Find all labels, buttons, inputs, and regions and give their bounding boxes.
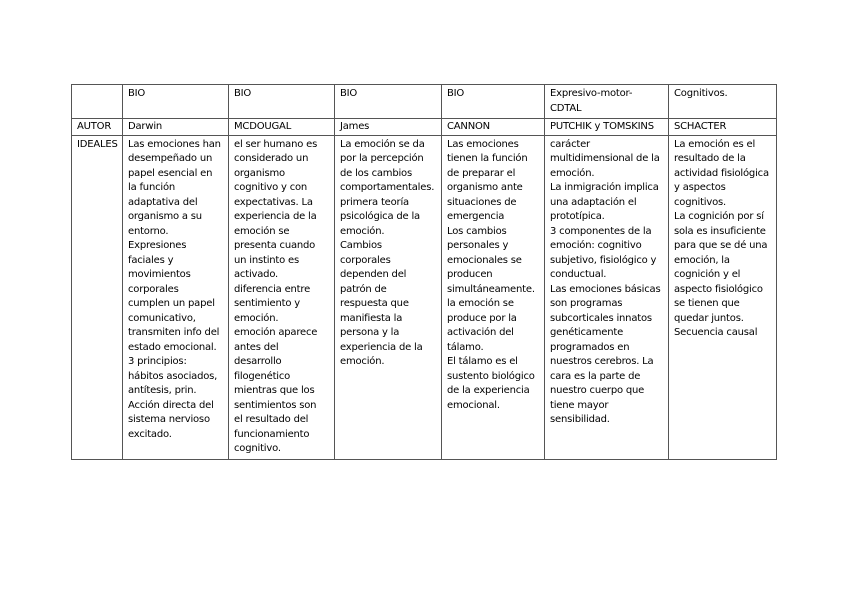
cell-line: situaciones de	[447, 196, 517, 208]
cell-line: transmiten info del	[128, 327, 220, 338]
header-cell-bio-mcdougal: BIO	[229, 85, 335, 119]
header-line: CDTAL	[550, 102, 582, 114]
cell-line: nuestro cuerpo que	[550, 385, 645, 396]
cell-line: Cambios	[340, 240, 382, 251]
cell-line: el ser humano es	[234, 138, 318, 150]
author-cannon: CANNON	[442, 119, 545, 136]
cell-line: experiencia de la	[340, 341, 423, 353]
cell-line: subjetivo, fisiológico y	[550, 254, 657, 266]
cell-line: antítesis, prin.	[128, 385, 197, 396]
cell-line: producen	[447, 269, 493, 280]
cell-line: expectativas. La	[234, 196, 313, 208]
cell-line: corporales	[340, 254, 391, 266]
cell-line: multidimensional de la	[550, 153, 660, 164]
cell-line: de la experiencia	[447, 385, 530, 396]
cell-line: organismo a su	[128, 211, 202, 222]
cell-line: emocional.	[447, 399, 500, 411]
ideas-cannon	[442, 135, 545, 459]
cell-line: Las emociones básicas	[550, 283, 661, 295]
cell-line: considerado un	[234, 153, 309, 164]
author-row	[72, 119, 777, 136]
cell-line: desarrollo	[234, 356, 282, 367]
cell-line: resultado de la	[674, 153, 746, 164]
cell-line: cognición y el	[674, 269, 741, 280]
cell-line: filogenético	[234, 370, 291, 382]
cell-line: el resultado del	[234, 414, 309, 425]
cell-line: se tienen que	[674, 298, 740, 309]
cell-line: emoción, la	[674, 254, 730, 266]
cell-line: desempeñado un	[128, 153, 213, 164]
cell-line: cumplen un papel	[128, 298, 215, 309]
cell-line: de preparar el	[447, 167, 516, 179]
cell-line: emoción se	[234, 225, 290, 237]
ideas-putchik-tomskins	[545, 135, 669, 459]
cell-line: emoción aparece	[234, 327, 318, 338]
cell-line: adaptativa del	[128, 196, 198, 208]
cell-line: cara es la parte de	[550, 370, 641, 382]
author-schacter: SCHACTER	[669, 119, 777, 136]
cell-line: y aspectos	[674, 182, 726, 193]
cell-line: cognitivo.	[234, 443, 281, 454]
cell-line: emoción.	[550, 167, 595, 179]
cell-line: sistema nervioso	[128, 414, 210, 425]
cell-line: emocionales se	[447, 254, 522, 266]
category-row	[72, 85, 777, 119]
header-cell-bio-darwin: BIO	[123, 85, 229, 119]
cell-line: Las emociones han	[128, 138, 221, 150]
cell-line: 3 principios:	[128, 356, 187, 367]
author-putchik-tomskins: PUTCHIK y TOMSKINS	[545, 119, 669, 136]
cell-line: personales y	[447, 240, 509, 251]
cell-line: corporales	[128, 283, 179, 295]
cell-line: simultáneamente.	[447, 283, 535, 295]
cell-line: una adaptación el	[550, 196, 637, 208]
cell-line: psicológica de la	[340, 211, 420, 222]
cell-line: experiencia de la	[234, 211, 317, 222]
cell-line: activación del	[447, 327, 514, 338]
author-label: AUTOR	[72, 119, 123, 136]
cell-line: programados en	[550, 341, 630, 353]
cell-line: patrón de	[340, 283, 387, 295]
cell-line: emoción.	[340, 356, 385, 367]
cell-line: persona y la	[340, 327, 400, 338]
cell-line: comunicativo,	[128, 312, 196, 324]
cell-line: movimientos	[128, 269, 191, 280]
cell-line: activado.	[234, 269, 279, 280]
cell-line: tienen la función	[447, 153, 528, 164]
cell-line: organismo	[234, 167, 285, 179]
cell-line: manifiesta la	[340, 312, 403, 324]
emotion-theories-table	[71, 84, 777, 460]
cell-line: por la percepción	[340, 153, 424, 164]
cell-line: papel esencial en	[128, 167, 213, 179]
cell-line: cognitivos.	[674, 196, 727, 208]
cell-line: comportamentales.	[340, 182, 435, 193]
cell-line: La inmigración implica	[550, 182, 659, 193]
cell-line: mientras que los	[234, 385, 315, 396]
cell-line: quedar juntos.	[674, 312, 744, 324]
cell-line: Las emociones	[447, 138, 519, 150]
cell-line: son programas	[550, 298, 623, 309]
cell-line: para que se dé una	[674, 240, 768, 251]
author-james: James	[335, 119, 442, 136]
header-cell-bio-james: BIO	[335, 85, 442, 119]
cell-line: emoción.	[340, 225, 385, 237]
cell-line: carácter	[550, 138, 590, 150]
header-cell-cognitivos: Cognitivos.	[669, 85, 777, 119]
cell-line: la función	[128, 182, 176, 193]
cell-line: conductual.	[550, 269, 607, 280]
cell-line: sentimiento y	[234, 298, 300, 309]
cell-line: de los cambios	[340, 167, 412, 179]
cell-line: Los cambios	[447, 225, 507, 237]
cell-line: antes del	[234, 341, 279, 353]
cell-line: aspecto fisiológico	[674, 283, 763, 295]
cell-line: sentimientos son	[234, 399, 317, 411]
cell-line: emoción.	[234, 312, 279, 324]
cell-line: tálamo.	[447, 341, 484, 353]
cell-line: faciales y	[128, 254, 174, 266]
cell-line: primera teoría	[340, 196, 409, 208]
cell-line: funcionamiento	[234, 428, 310, 440]
header-line: Expresivo-motor-	[550, 88, 633, 99]
ideas-schacter	[669, 135, 777, 459]
cell-line: genéticamente	[550, 327, 624, 338]
cell-line: produce por la	[447, 312, 517, 324]
cell-line: subcorticales innatos	[550, 312, 652, 324]
cell-line: actividad fisiológica	[674, 167, 769, 179]
ideas-james	[335, 135, 442, 459]
ideas-label: IDEALES	[72, 135, 123, 459]
cell-line: diferencia entre	[234, 283, 311, 295]
cell-line: La emoción se da	[340, 138, 425, 150]
cell-line: presenta cuando	[234, 240, 316, 251]
cell-line: la emoción se	[447, 298, 514, 309]
cell-line: Expresiones	[128, 240, 187, 251]
cell-line: cognitivo y con	[234, 182, 308, 193]
cell-line: sola es insuficiente	[674, 225, 766, 237]
header-cell-expresivo	[545, 85, 669, 119]
ideas-mcdougal	[229, 135, 335, 459]
cell-line: El tálamo es el	[447, 356, 518, 367]
cell-line: respuesta que	[340, 298, 409, 309]
cell-line: dependen del	[340, 269, 407, 280]
cell-line: nuestros cerebros. La	[550, 356, 654, 367]
cell-line: emoción: cognitivo	[550, 240, 642, 251]
cell-line: excitado.	[128, 428, 172, 440]
cell-line: Acción directa del	[128, 399, 214, 411]
cell-line: sustento biológico	[447, 370, 535, 382]
header-cell-0	[72, 85, 123, 119]
cell-line: entorno.	[128, 225, 169, 237]
cell-line: hábitos asociados,	[128, 370, 218, 382]
cell-line: sensibilidad.	[550, 414, 610, 425]
author-darwin: Darwin	[123, 119, 229, 136]
cell-line: emergencia	[447, 211, 505, 222]
cell-line: estado emocional.	[128, 341, 217, 353]
cell-line: organismo ante	[447, 182, 523, 193]
cell-line: tiene mayor	[550, 399, 609, 411]
cell-line: un instinto es	[234, 254, 299, 266]
cell-line: La cognición por sí	[674, 211, 764, 222]
ideas-row	[72, 135, 777, 459]
ideas-darwin	[123, 135, 229, 459]
cell-line: La emoción es el	[674, 138, 756, 150]
cell-line: Secuencia causal	[674, 327, 758, 338]
author-mcdougal: MCDOUGAL	[229, 119, 335, 136]
cell-line: 3 componentes de la	[550, 225, 652, 237]
cell-line: prototípica.	[550, 211, 605, 222]
header-cell-bio-cannon: BIO	[442, 85, 545, 119]
